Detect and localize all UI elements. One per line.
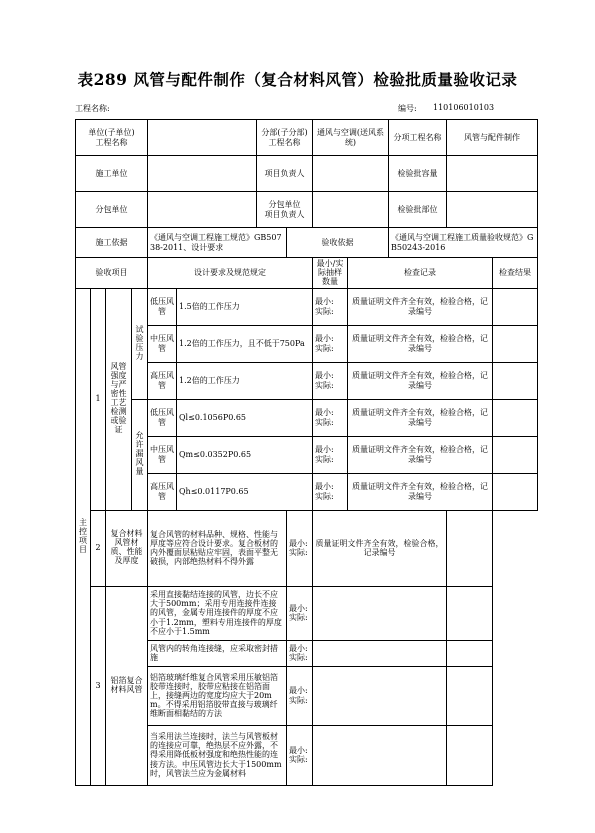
sub-label: 允许漏风量 — [132, 399, 148, 510]
sample-cell[interactable]: 最小: 实际: — [313, 436, 348, 473]
main-control-label: 主控项目 — [76, 288, 91, 785]
col-record: 检查记录 — [348, 258, 493, 289]
record-cell: 质量证明文件齐全有效，检验合格，记录编号 — [348, 436, 493, 473]
pressure-level: 高压风管 — [148, 473, 177, 510]
sub-label: 试验压力 — [132, 288, 148, 399]
item-label: 风管强度与严密性工艺检测或验证 — [106, 288, 132, 510]
acceptance-basis-label: 验收依据 — [287, 228, 389, 258]
sample-cell[interactable]: 最小: 实际: — [313, 325, 348, 362]
header-row-unit — [76, 120, 538, 156]
record-cell: 质量证明文件齐全有效，检验合格，记录编号 — [348, 399, 493, 436]
table-row — [76, 510, 538, 586]
code-value: 110106010103 — [433, 103, 495, 112]
code-label: 编号: — [398, 104, 417, 113]
project-lead-value[interactable] — [313, 156, 389, 192]
subitem-label: 分项工程名称 — [389, 120, 447, 156]
sample-cell[interactable]: 最小: 实际: — [313, 473, 348, 510]
header-row-basis — [76, 228, 538, 258]
col-spec: 设计要求及规范规定 — [148, 258, 313, 289]
batch-part-label: 检验批部位 — [389, 192, 447, 228]
result-cell[interactable] — [493, 399, 538, 436]
item-label: 铝箔复合材料风管 — [106, 586, 148, 785]
col-sample: 最小/实际抽样数量 — [313, 258, 348, 289]
sample-cell[interactable]: 最小: 实际: — [313, 288, 348, 325]
item-number: 1 — [91, 288, 106, 510]
unit-name-value[interactable] — [148, 120, 257, 156]
result-cell[interactable] — [447, 586, 493, 640]
sample-cell[interactable]: 最小: 实际: — [287, 725, 313, 785]
record-cell[interactable] — [313, 586, 447, 640]
spec-text: 复合风管的材料品种、规格、性能与厚度等应符合设计要求。复合板材的内外覆面层粘贴应牢固，表面平整无破损，内部绝热材料不得外露 — [148, 510, 287, 586]
table-row — [76, 399, 538, 436]
record-cell[interactable] — [313, 725, 447, 785]
record-cell: 质量证明文件齐全有效，检验合格，记录编号 — [348, 325, 493, 362]
inspection-form-table — [75, 119, 538, 786]
record-cell[interactable] — [313, 640, 447, 666]
table-row — [76, 586, 538, 640]
pressure-level: 高压风管 — [148, 362, 177, 399]
batch-capacity-label: 检验批容量 — [389, 156, 447, 192]
result-cell[interactable] — [493, 325, 538, 362]
subitem-value: 风管与配件制作 — [447, 120, 538, 156]
page-title: 表289 风管与配件制作（复合材料风管）检验批质量验收记录 — [77, 70, 518, 89]
result-cell[interactable] — [447, 725, 493, 785]
spec-text: 风管内的转角连接缝，应采取密封措施 — [148, 640, 287, 666]
batch-part-value[interactable] — [447, 192, 538, 228]
sample-cell[interactable]: 最小: 实际: — [287, 640, 313, 666]
header-row-construction — [76, 156, 538, 192]
column-header-row — [76, 258, 538, 289]
record-cell: 质量证明文件齐全有效，检验合格，记录编号 — [313, 510, 447, 586]
sample-cell[interactable]: 最小: 实际: — [287, 666, 313, 725]
record-cell: 质量证明文件齐全有效，检验合格，记录编号 — [348, 288, 493, 325]
header-row-subcontract — [76, 192, 538, 228]
acceptance-basis-value: 《通风与空调工程施工质量验收规范》GB50243-2016 — [389, 228, 538, 258]
table-row — [76, 288, 538, 325]
subcontract-unit-label: 分包单位 — [76, 192, 148, 228]
pressure-level: 中压风管 — [148, 325, 177, 362]
project-lead-label: 项目负责人 — [257, 156, 313, 192]
subcontract-unit-value[interactable] — [148, 192, 257, 228]
sample-cell[interactable]: 最小: 实际: — [287, 510, 313, 586]
col-item: 验收项目 — [76, 258, 148, 289]
result-cell[interactable] — [447, 666, 493, 725]
spec-text: 1.2倍的工作压力，且不低于750Pa — [177, 325, 313, 362]
basis-value: 《通风与空调工程施工规范》GB50738-2011、设计要求 — [148, 228, 287, 258]
unit-name-label: 单位(子单位) 工程名称 — [76, 120, 148, 156]
subdivision-label: 分部(子分部) 工程名称 — [257, 120, 313, 156]
project-name-label: 工程名称: — [75, 104, 110, 113]
construction-unit-value[interactable] — [148, 156, 257, 192]
pressure-level: 低压风管 — [148, 399, 177, 436]
sample-cell[interactable]: 最小: 实际: — [287, 586, 313, 640]
record-cell: 质量证明文件齐全有效，检验合格，记录编号 — [348, 473, 493, 510]
result-cell[interactable] — [493, 436, 538, 473]
item-label: 复合材料风管材质、性能及厚度 — [106, 510, 148, 586]
spec-text: 1.5倍的工作压力 — [177, 288, 313, 325]
result-cell[interactable] — [447, 510, 493, 586]
spec-text: Qm≤0.0352P0.65 — [177, 436, 313, 473]
spec-text: Qh≤0.0117P0.65 — [177, 473, 313, 510]
spec-text: 采用直接黏结连接的风管，边长不应大于500mm；采用专用连接件连接的风管，金属专用连接件的厚度不应小于1.2mm，塑料专用连接件的厚度不应小于1.5mm — [148, 586, 287, 640]
pressure-level: 低压风管 — [148, 288, 177, 325]
spec-text: 当采用法兰连接时，法兰与风管板材的连接应可靠，绝热层不应外露，不得采用降低板材强度和绝热性能的连接方法。中压风管边长大于1500mm时，风管法兰应为金属材料 — [148, 725, 287, 785]
spec-text: 铝箔玻璃纤维复合风管采用压敏铝箔胶带连接时，胶带应粘接在铝箔面上，接缝两边的宽度均应大于20mm。不得采用铝箔胶带直接与玻璃纤维断面相黏结的方法 — [148, 666, 287, 725]
pressure-level: 中压风管 — [148, 436, 177, 473]
sample-cell[interactable]: 最小: 实际: — [313, 399, 348, 436]
spec-text: Ql≤0.1056P0.65 — [177, 399, 313, 436]
record-cell[interactable] — [313, 666, 447, 725]
col-result: 检查结果 — [493, 258, 538, 289]
basis-label: 施工依据 — [76, 228, 148, 258]
result-cell[interactable] — [447, 640, 493, 666]
batch-capacity-value[interactable] — [447, 156, 538, 192]
spec-text: 1.2倍的工作压力 — [177, 362, 313, 399]
record-cell: 质量证明文件齐全有效，检验合格，记录编号 — [348, 362, 493, 399]
result-cell[interactable] — [493, 362, 538, 399]
sample-cell[interactable]: 最小: 实际: — [313, 362, 348, 399]
subdivision-value: 通风与空调(送风系统) — [313, 120, 389, 156]
item-number: 3 — [91, 586, 106, 785]
result-cell[interactable] — [493, 473, 538, 510]
item-number: 2 — [91, 510, 106, 586]
subcontract-lead-value[interactable] — [313, 192, 389, 228]
construction-unit-label: 施工单位 — [76, 156, 148, 192]
subcontract-lead-label: 分包单位 项目负责人 — [257, 192, 313, 228]
result-cell[interactable] — [493, 288, 538, 325]
